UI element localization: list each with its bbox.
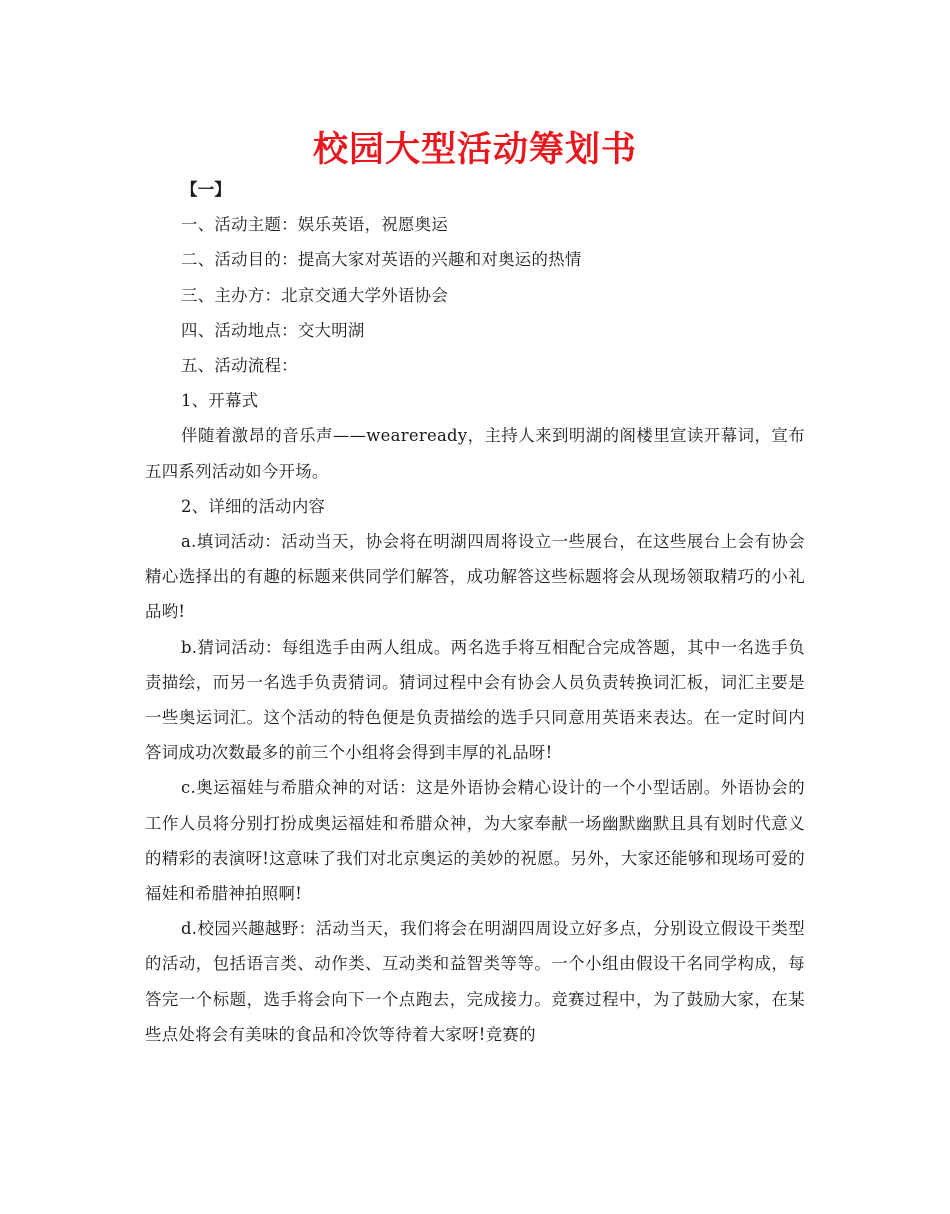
paragraph: b.猜词活动：每组选手由两人组成。两名选手将互相配合完成答题，其中一名选手负责描绘，而另一名选手负责猜词。猜词过程中会有协会人员负责转换词汇板，词汇主要是一些奥运词汇。这个活动的特色便是负责描绘的选手只同意用英语来表达。在一定时间内答词成功次数最多的前三个小组将会得到丰厚的礼品呀! xyxy=(145,637,805,763)
section-marker: 【一】 xyxy=(181,180,232,199)
paragraph: 1、开幕式 xyxy=(181,391,259,411)
document-title: 校园大型活动筹划书 xyxy=(312,130,637,170)
paragraph: d.校园兴趣越野：活动当天，我们将会在明湖四周设立好多点，分别设立假设干类型的活动，包括语言类、动作类、互动类和益智类等等。一个小组由假设干名同学构成，每答完一个标题，选手将会向下一个点跑去，完成接力。竞赛过程中，为了鼓励大家，在某些点处将会有美味的食品和冷饮等待着大家呀!竞赛的 xyxy=(145,919,805,1044)
document-body xyxy=(145,172,805,1052)
paragraph: 五、活动流程： xyxy=(181,356,298,376)
paragraph: 一、活动主题：娱乐英语，祝愿奥运 xyxy=(181,215,449,235)
paragraph: 二、活动目的：提高大家对英语的兴趣和对奥运的热情 xyxy=(181,250,582,270)
paragraph: 伴随着激昂的音乐声——weareready，主持人来到明湖的阁楼里宣读开幕词，宣布五四系列活动如今开场。 xyxy=(145,426,805,481)
paragraph: 四、活动地点：交大明湖 xyxy=(181,320,365,340)
paragraph: 2、详细的活动内容 xyxy=(181,496,326,516)
paragraph: c.奥运福娃与希腊众神的对话：这是外语协会精心设计的一个小型话剧。外语协会的工作人员将分别打扮成奥运福娃和希腊众神，为大家奉献一场幽默幽默且具有划时代意义的精彩的表演呀!这意味了我们对北京奥运的美妙的祝愿。另外，大家还能够和现场可爱的福娃和希腊神拍照啊! xyxy=(145,778,805,904)
paragraph: a.填词活动：活动当天，协会将在明湖四周将设立一些展台，在这些展台上会有协会精心选择出的有趣的标题来供同学们解答，成功解答这些标题将会从现场领取精巧的小礼品哟! xyxy=(145,532,805,622)
paragraph: 三、主办方：北京交通大学外语协会 xyxy=(181,285,449,305)
